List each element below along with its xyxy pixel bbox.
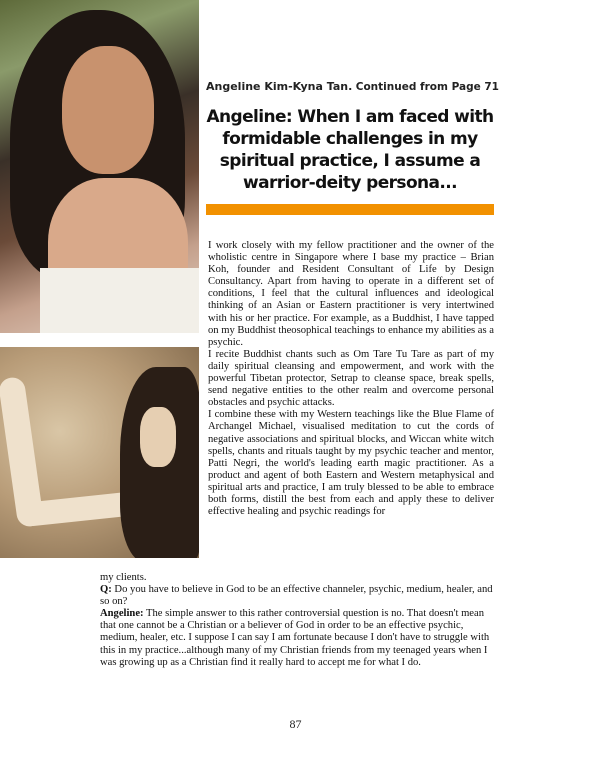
body-paragraph: I recite Buddhist chants such as Om Tare Tu Tare as part of my daily spiritual cleansing and empowerment, and work with the powerful Tibetan protector, Setrap to cleanse space, break spells, send negative entities to the other realm and overcome personal obstacles and psychic attacks. [208,348,494,409]
body-paragraph: I combine these with my Western teachings like the Blue Flame of Archangel Michael, visualised meditation to cut the cords of negative associations and spiritual blocks, and Wiccan white witch spells, chants and rituals taught by my psychic teacher and mentor, Patti Negri, the world's leading earth magic practitioner. As a product and agent of both Eastern and Western metaphysical and spiritual arts and practice, I am truly blessed to be able to embrace both forms, distill the best from each and apply these to deliver effective healing and psychic readings for [208,409,494,518]
question-label: Q: [100,584,112,596]
interview-answer [100,608,494,668]
body-paragraph: I work closely with my fellow practitioner and the owner of the wholistic centre in Singapore where I base my practice – Brian Koh, founder and Resident Consultant of Life by Design Consultancy. Apart from having to operate in a different set of conditions, I feel that the cultural influences and ideological thinking of an Asian or Eastern practitioner is very intertwined with his or her practice. For example, as a Buddhist, I have tapped on my Buddhist theosophical teachings to enhance my abilities as a psychic. [208,240,494,348]
answer-text: The simple answer to this rather controversial question is no. That doesn't mean that one cannot be a Christian or a believer of God in order to be an effective psychic, medium, healer, etc. I suppose I can say I am fortunate because I don't have to struggle with this in my practice...although many of my Christian friends from my teenaged years when I was growing up as a Christian find it really hard to accept me for what I do. [100,608,490,668]
byline [206,80,586,93]
headline-accent-bar [206,204,494,215]
article-headline: Angeline: When I am faced with formidable challenges in my spiritual practice, I assume a warrior-deity persona... [206,107,494,193]
page-number: 87 [289,717,302,731]
interview-question [100,584,494,608]
answer-label: Angeline: [100,608,144,620]
photo-shape-top [40,268,199,333]
continued-note: Continued from Page 71 [355,81,499,93]
portrait-photo [0,0,199,333]
author-name: Angeline Kim-Kyna Tan. [206,80,353,93]
article-body-full-width [100,572,494,669]
photo-shape-face [140,407,176,467]
article-body-column [208,240,494,518]
question-text: Do you have to believe in God to be an effective channeler, psychic, medium, healer, and so on? [100,584,493,608]
pose-photo [0,347,199,558]
body-continuation: my clients. [100,572,147,583]
photo-shape-face [62,46,154,174]
